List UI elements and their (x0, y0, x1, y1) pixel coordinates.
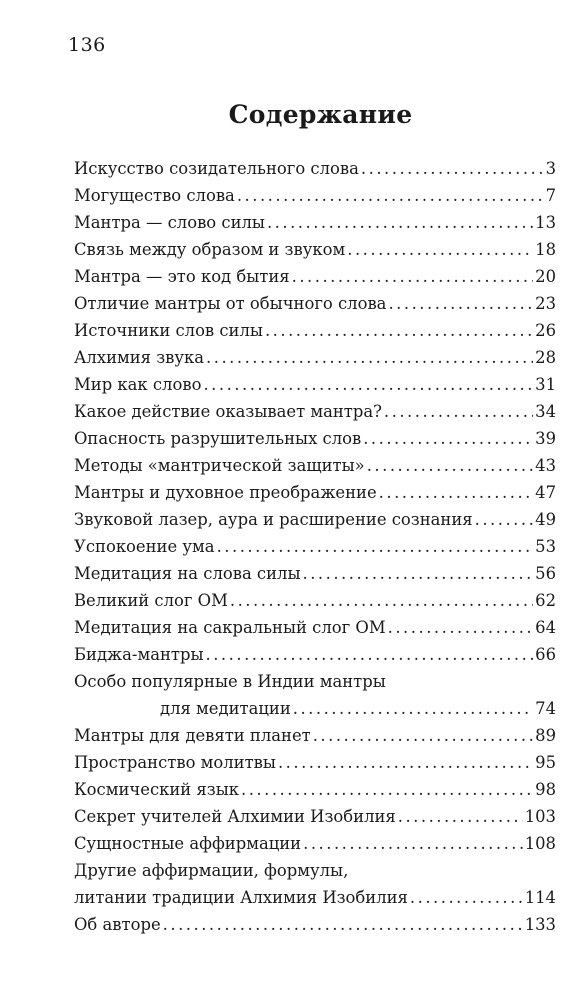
dot-leader (313, 722, 533, 749)
toc-entry-title: Успокоение ума (74, 537, 215, 556)
dot-leader (367, 452, 533, 479)
toc-entry-page: 108 (524, 834, 556, 853)
dot-leader (363, 425, 533, 452)
page-number: 136 (68, 34, 106, 56)
toc-entry-page: 43 (535, 456, 556, 475)
toc-entry-title: литании традиции Алхимия Изобилия (74, 888, 408, 907)
dot-leader (237, 182, 544, 209)
dot-leader (163, 911, 523, 938)
toc-entry-title: Могущество слова (74, 186, 235, 205)
toc-entry-page: 74 (535, 699, 556, 718)
toc-entry (74, 614, 556, 641)
dot-leader (265, 317, 533, 344)
toc-entry-title: Алхимия звука (74, 348, 205, 367)
toc-entry (74, 857, 556, 911)
toc-entry (74, 722, 556, 749)
dot-leader (206, 641, 534, 668)
toc-entry (74, 749, 556, 776)
toc-entry (74, 479, 556, 506)
toc-entry-title: Какое действие оказывает мантра? (74, 402, 382, 421)
toc-entry-page: 39 (535, 429, 556, 448)
toc-entry-page: 7 (545, 186, 556, 205)
toc-entry-page: 31 (535, 375, 556, 394)
dot-leader (303, 560, 534, 587)
toc-entry (74, 533, 556, 560)
toc-entry-page: 18 (535, 240, 556, 259)
toc-entry (74, 290, 556, 317)
dot-leader (388, 290, 533, 317)
toc-entry-page: 56 (535, 564, 556, 583)
toc-entry (74, 155, 556, 182)
toc-entry-title: Мантра — это код бытия (74, 267, 290, 286)
toc-entry-page: 26 (535, 321, 556, 340)
dot-leader (230, 587, 533, 614)
table-of-contents (74, 155, 556, 938)
toc-entry-page: 13 (535, 213, 556, 232)
dot-leader (206, 344, 533, 371)
toc-entry (74, 452, 556, 479)
toc-entry-page: 28 (535, 348, 556, 367)
dot-leader (293, 695, 533, 722)
dot-leader (347, 236, 533, 263)
toc-entry (74, 560, 556, 587)
toc-entry-page: 23 (535, 294, 556, 313)
toc-entry-title: Мантры и духовное преображение (74, 483, 377, 502)
toc-entry-title: Мир как слово (74, 375, 202, 394)
dot-leader (398, 803, 523, 830)
toc-entry-title: Медитация на слова силы (74, 564, 301, 583)
toc-entry-title: Источники слов силы (74, 321, 263, 340)
toc-entry-title: Опасность разрушительных слов (74, 429, 362, 448)
dot-leader (384, 398, 533, 425)
toc-entry-title: Методы «мантрической защиты» (74, 456, 365, 475)
toc-entry-title: Искусство созидательного слова (74, 159, 359, 178)
toc-entry-page: 47 (535, 483, 556, 502)
toc-entry-page: 64 (535, 618, 556, 637)
toc-entry-page: 89 (535, 726, 556, 745)
dot-leader (388, 614, 534, 641)
toc-entry (74, 668, 556, 722)
toc-entry (74, 182, 556, 209)
toc-entry (74, 641, 556, 668)
toc-entry-title: Секрет учителей Алхимии Изобилия (74, 807, 396, 826)
toc-entry (74, 398, 556, 425)
toc-entry-title: Связь между образом и звуком (74, 240, 346, 259)
toc-entry-title: Об авторе (74, 915, 161, 934)
toc-entry (74, 209, 556, 236)
toc-entry-page: 103 (524, 807, 556, 826)
toc-entry (74, 317, 556, 344)
toc-entry (74, 911, 556, 938)
toc-entry-title-line1: Особо популярные в Индии мантры (74, 672, 386, 691)
toc-entry-title: Пространство молитвы (74, 753, 276, 772)
toc-entry-title: Сущностные аффирмации (74, 834, 302, 853)
dot-leader (475, 506, 534, 533)
toc-entry-page: 53 (535, 537, 556, 556)
dot-leader (217, 533, 534, 560)
dot-leader (203, 371, 533, 398)
toc-entry-title: Отличие мантры от обычного слова (74, 294, 387, 313)
toc-entry (74, 263, 556, 290)
toc-entry-page: 20 (535, 267, 556, 286)
toc-entry (74, 344, 556, 371)
toc-entry-page: 114 (524, 888, 556, 907)
dot-leader (278, 749, 533, 776)
toc-entry-title-line1: Другие аффирмации, формулы, (74, 861, 349, 880)
dot-leader (410, 884, 523, 911)
page-title: Содержание (228, 100, 413, 129)
toc-entry-title: Великий слог ОМ (74, 591, 228, 610)
toc-entry-page: 98 (535, 780, 556, 799)
dot-leader (379, 479, 533, 506)
dot-leader (267, 209, 533, 236)
toc-entry (74, 587, 556, 614)
dot-leader (303, 830, 523, 857)
dot-leader (241, 776, 533, 803)
dot-leader (361, 155, 544, 182)
toc-entry-title: Биджа-мантры (74, 645, 204, 664)
toc-entry-title: Мантры для девяти планет (74, 726, 311, 745)
toc-entry (74, 830, 556, 857)
toc-entry-page: 49 (535, 510, 556, 529)
toc-entry-title: Космический язык (74, 780, 239, 799)
toc-entry-page: 95 (535, 753, 556, 772)
toc-entry (74, 425, 556, 452)
toc-entry (74, 776, 556, 803)
toc-entry (74, 803, 556, 830)
toc-entry-page: 62 (535, 591, 556, 610)
toc-entry-title: для медитации (160, 699, 291, 718)
toc-entry (74, 236, 556, 263)
toc-entry (74, 506, 556, 533)
dot-leader (292, 263, 534, 290)
toc-entry-page: 34 (535, 402, 556, 421)
toc-entry-page: 133 (524, 915, 556, 934)
toc-entry-page: 3 (545, 159, 556, 178)
toc-entry (74, 371, 556, 398)
toc-entry-title: Звуковой лазер, аура и расширение сознания (74, 510, 473, 529)
toc-entry-title: Медитация на сакральный слог ОМ (74, 618, 386, 637)
toc-entry-title: Мантра — слово силы (74, 213, 265, 232)
toc-entry-page: 66 (535, 645, 556, 664)
